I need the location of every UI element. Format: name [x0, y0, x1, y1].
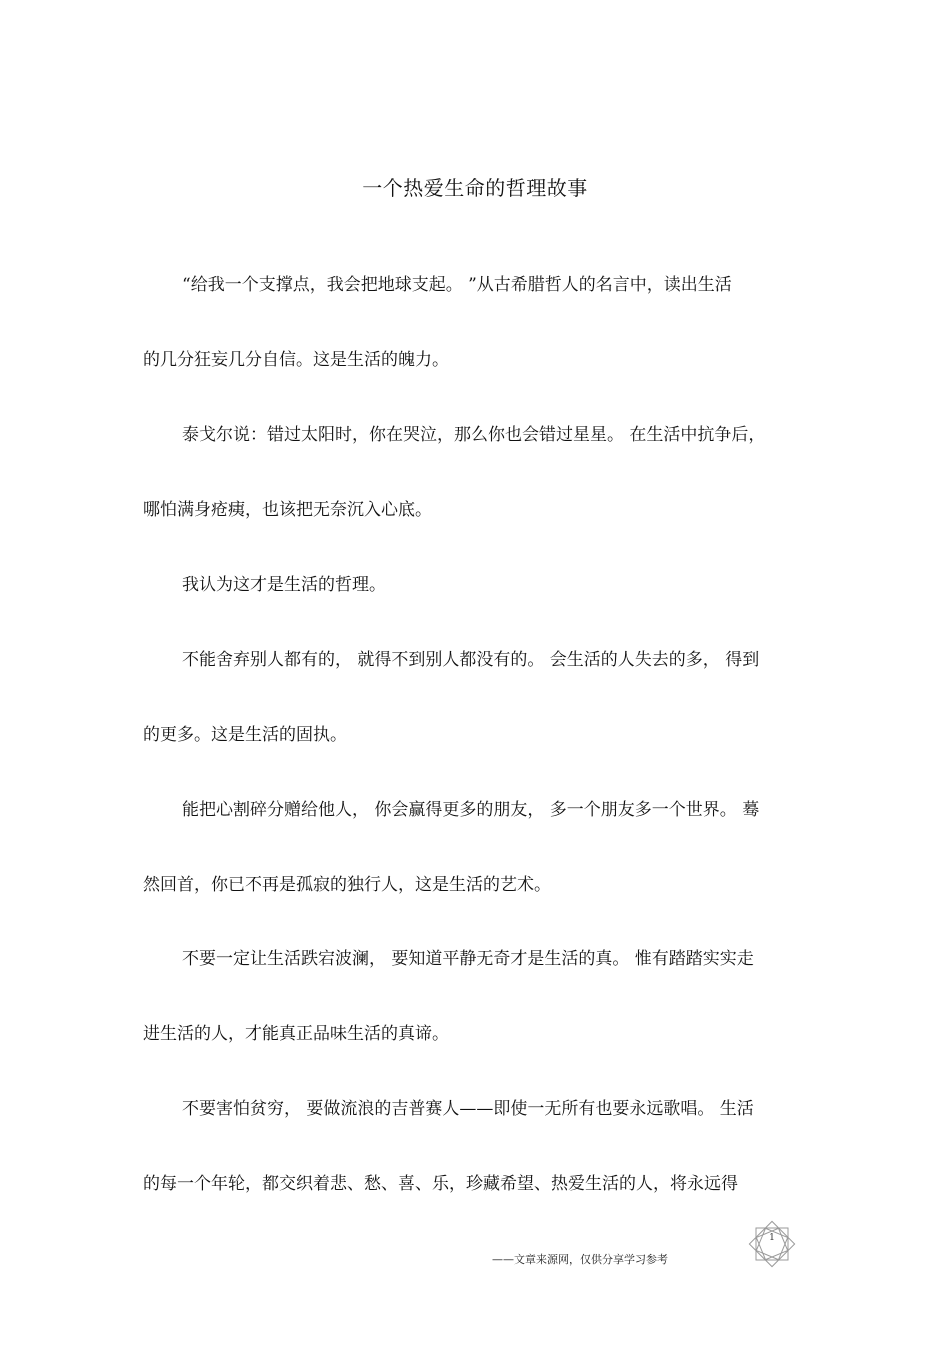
paragraph-line: 不要害怕贫穷， 要做流浪的吉普赛人——即使一无所有也要永远歌唱。 生活: [182, 1099, 754, 1119]
paragraph-line: 的每一个年轮，都交织着悲、愁、喜、乐，珍藏希望、热爱生活的人，将永远得: [143, 1174, 738, 1194]
paragraph-line: 不要一定让生活跌宕波澜， 要知道平静无奇才是生活的真。 惟有踏踏实实走: [182, 949, 754, 969]
page-number: 1: [769, 1233, 775, 1243]
paragraph-line: 然回首，你已不再是孤寂的独行人，这是生活的艺术。: [143, 875, 551, 895]
paragraph-line: 哪怕满身疮痍，也该把无奈沉入心底。: [143, 500, 432, 520]
paragraph-line: “给我一个支撑点，我会把地球支起。 ”从古希腊哲人的名言中，读出生活: [182, 275, 732, 295]
footer-source-note: ——文章来源网，仅供分享学习参考: [492, 1253, 668, 1266]
page-badge-icon: [748, 1220, 796, 1268]
paragraph-line: 的更多。这是生活的固执。: [143, 725, 347, 745]
paragraph-line: 不能舍弃别人都有的， 就得不到别人都没有的。 会生活的人失去的多， 得到: [182, 650, 760, 670]
paragraph-line: 能把心割碎分赠给他人， 你会赢得更多的朋友， 多一个朋友多一个世界。 蓦: [182, 800, 760, 820]
paragraph-line: 进生活的人，才能真正品味生活的真谛。: [143, 1024, 449, 1044]
paragraph-line: 泰戈尔说：错过太阳时，你在哭泣，那么你也会错过星星。 在生活中抗争后，: [182, 425, 766, 445]
document-title: 一个热爱生命的哲理故事: [362, 176, 588, 200]
paragraph-line: 我认为这才是生活的哲理。: [182, 575, 386, 595]
paragraph-line: 的几分狂妄几分自信。这是生活的魄力。: [143, 350, 449, 370]
